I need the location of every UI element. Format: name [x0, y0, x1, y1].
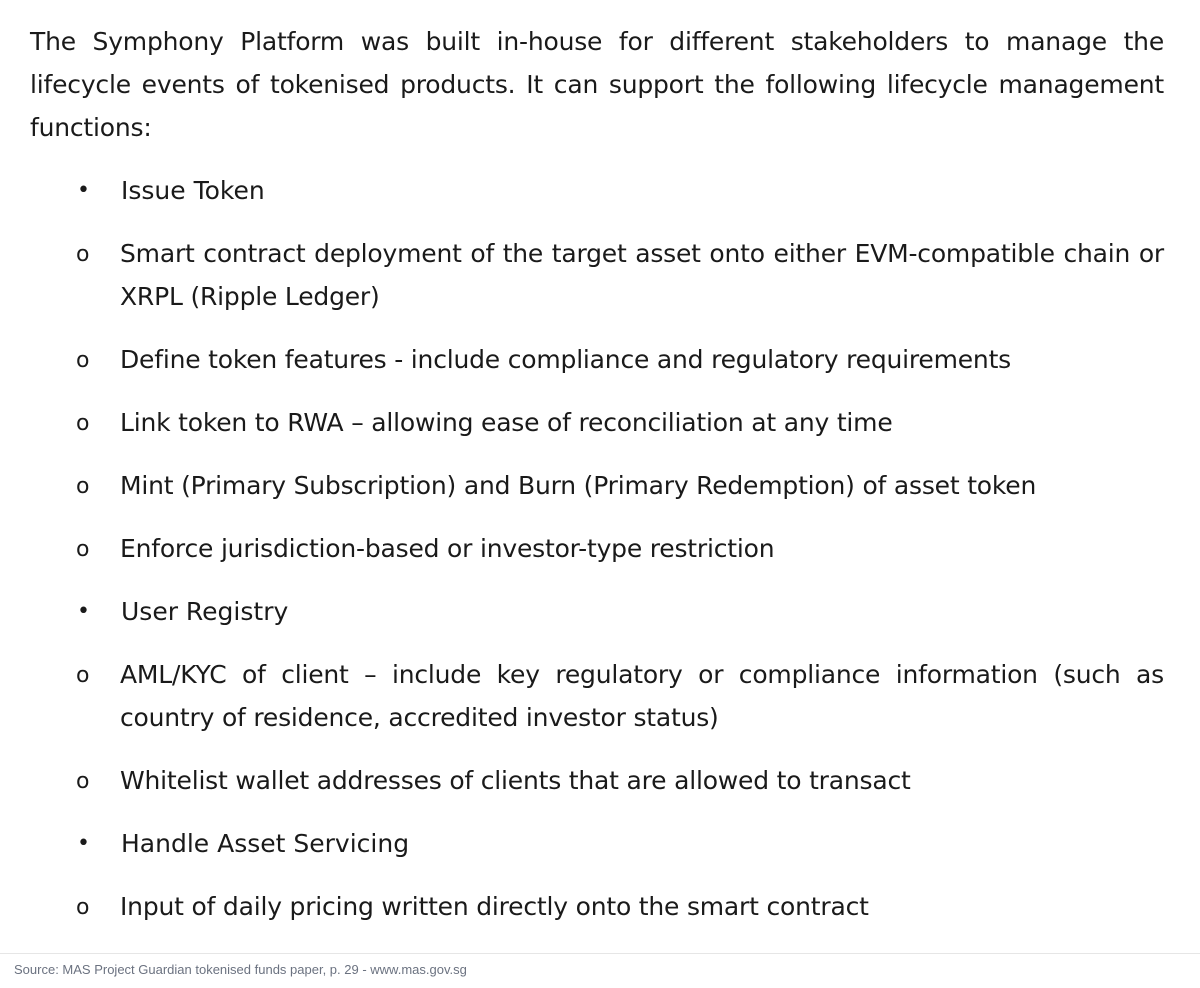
list-item — [30, 885, 1164, 928]
circle-bullet-icon: o — [76, 242, 90, 267]
asset-servicing-subitems — [30, 885, 1164, 928]
document-body — [30, 20, 1164, 928]
list-item-text: Mint (Primary Subscription) and Burn (Primary Redemption) of asset token — [120, 471, 1037, 500]
bullet-icon: • — [77, 178, 90, 203]
list-item-text: Whitelist wallet addresses of clients that are allowed to transact — [120, 766, 911, 795]
list-item — [30, 232, 1164, 318]
circle-bullet-icon: o — [76, 663, 90, 688]
section-title: Handle Asset Servicing — [121, 829, 410, 858]
list-item-text: AML/KYC of client – include key regulatory or compliance information (such as country of residence, accredited investor status) — [120, 660, 1164, 732]
list-item — [30, 527, 1164, 570]
circle-bullet-icon: o — [76, 348, 90, 373]
list-item-text: Smart contract deployment of the target asset onto either EVM-compatible chain or XRPL (Ripple Ledger) — [120, 239, 1164, 311]
bullet-icon: • — [77, 599, 90, 624]
section-title: Issue Token — [121, 176, 265, 205]
section-title: User Registry — [121, 597, 289, 626]
function-list — [30, 169, 1164, 928]
source-caption: Source: MAS Project Guardian tokenised funds paper, p. 29 - www.mas.gov.sg — [14, 962, 467, 977]
list-item — [30, 464, 1164, 507]
list-item-text: Link token to RWA – allowing ease of reconciliation at any time — [120, 408, 893, 437]
list-item — [30, 759, 1164, 802]
circle-bullet-icon: o — [76, 411, 90, 436]
list-item — [30, 653, 1164, 739]
circle-bullet-icon: o — [76, 537, 90, 562]
list-item-text: Input of daily pricing written directly onto the smart contract — [120, 892, 869, 921]
circle-bullet-icon: o — [76, 895, 90, 920]
list-item-text: Define token features - include compliance and regulatory requirements — [120, 345, 1011, 374]
section-user-registry — [30, 590, 1164, 633]
circle-bullet-icon: o — [76, 769, 90, 794]
intro-paragraph: The Symphony Platform was built in-house for different stakeholders to manage the lifecycle events of tokenised products. It can support the following lifecycle management functions: — [30, 27, 1164, 142]
footer-divider — [0, 953, 1200, 954]
list-item — [30, 338, 1164, 381]
issue-token-subitems — [30, 232, 1164, 570]
bullet-icon: • — [77, 831, 90, 856]
list-item — [30, 401, 1164, 444]
section-handle-asset-servicing — [30, 822, 1164, 865]
user-registry-subitems — [30, 653, 1164, 802]
circle-bullet-icon: o — [76, 474, 90, 499]
list-item-text: Enforce jurisdiction-based or investor-type restriction — [120, 534, 775, 563]
section-issue-token — [30, 169, 1164, 212]
